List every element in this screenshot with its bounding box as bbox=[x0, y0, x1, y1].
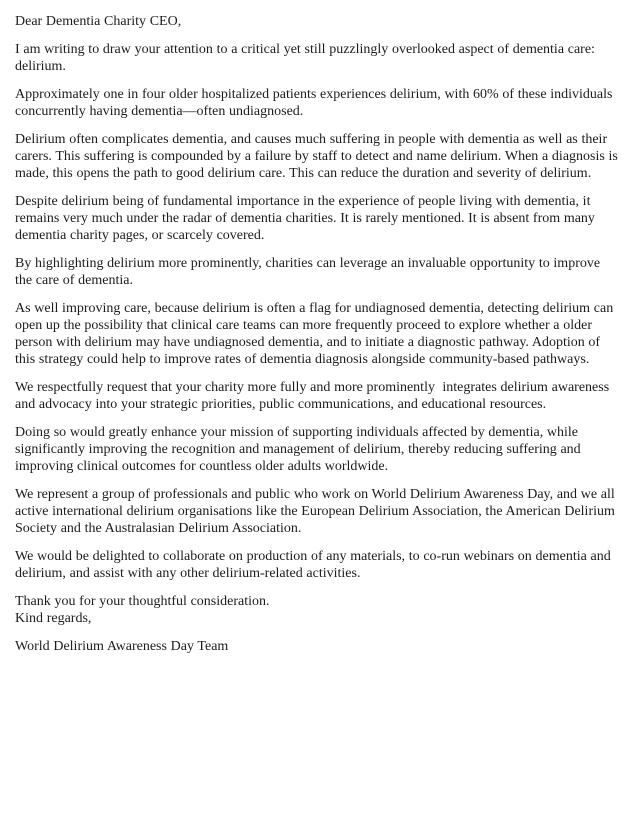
letter-paragraph-5: By highlighting delirium more prominently, charities can leverage an invaluable opportunity to improve the care of dementia. bbox=[15, 256, 604, 288]
letter-closing: Kind regards, bbox=[15, 611, 92, 626]
letter-paragraph-2: Approximately one in four older hospitalized patients experiences delirium, with 60% of these individuals concurrently having dementia—often undiagnosed. bbox=[15, 87, 617, 119]
letter-salutation: Dear Dementia Charity CEO, bbox=[15, 14, 182, 29]
letter-paragraph-6: As well improving care, because delirium is often a flag for undiagnosed dementia, detecting delirium can open up the possibility that clinical care teams can more frequently proceed to explore whether a older person with delirium may have undiagnosed dementia, and to initiate a diagnostic pathway. Adoption of this strategy could help to improve rates of dementia diagnosis alongside community-based pathways. bbox=[15, 301, 617, 367]
letter-paragraph-4: Despite delirium being of fundamental importance in the experience of people living with dementia, it remains very much under the radar of dementia charities. It is rarely mentioned. It is absent from many dementia charity pages, or scarcely covered. bbox=[15, 194, 599, 243]
letter-paragraph-1: I am writing to draw your attention to a critical yet still puzzlingly overlooked aspect of dementia care: delirium. bbox=[15, 42, 599, 74]
letter-body bbox=[15, 41, 622, 610]
letter-paragraph-7: We respectfully request that your charity more fully and more prominently integrates delirium awareness and advocacy into your strategic priorities, public communications, and educational resources. bbox=[15, 380, 613, 412]
letter-paragraph-3: Delirium often complicates dementia, and causes much suffering in people with dementia as well as their carers. This suffering is compounded by a failure by staff to detect and name delirium. When a diagnosis is made, this opens the path to good delirium care. This can reduce the duration and severity of delirium. bbox=[15, 132, 622, 181]
letter-paragraph-11: Thank you for your thoughtful consideration. bbox=[15, 594, 270, 609]
letter-paragraph-10: We would be delighted to collaborate on production of any materials, to co-run webinars on dementia and delirium, and assist with any other delirium-related activities. bbox=[15, 549, 615, 581]
letter-paragraph-9: We represent a group of professionals and public who work on World Delirium Awareness Day, and we all active international delirium organisations like the European Delirium Association, the American Delirium Society and the Australasian Delirium Association. bbox=[15, 487, 619, 536]
letter-paragraph-8: Doing so would greatly enhance your mission of supporting individuals affected by dementia, while significantly improving the recognition and management of delirium, thereby reducing suffering and improving clinical outcomes for countless older adults worldwide. bbox=[15, 425, 585, 474]
letter-signature: World Delirium Awareness Day Team bbox=[15, 639, 229, 654]
